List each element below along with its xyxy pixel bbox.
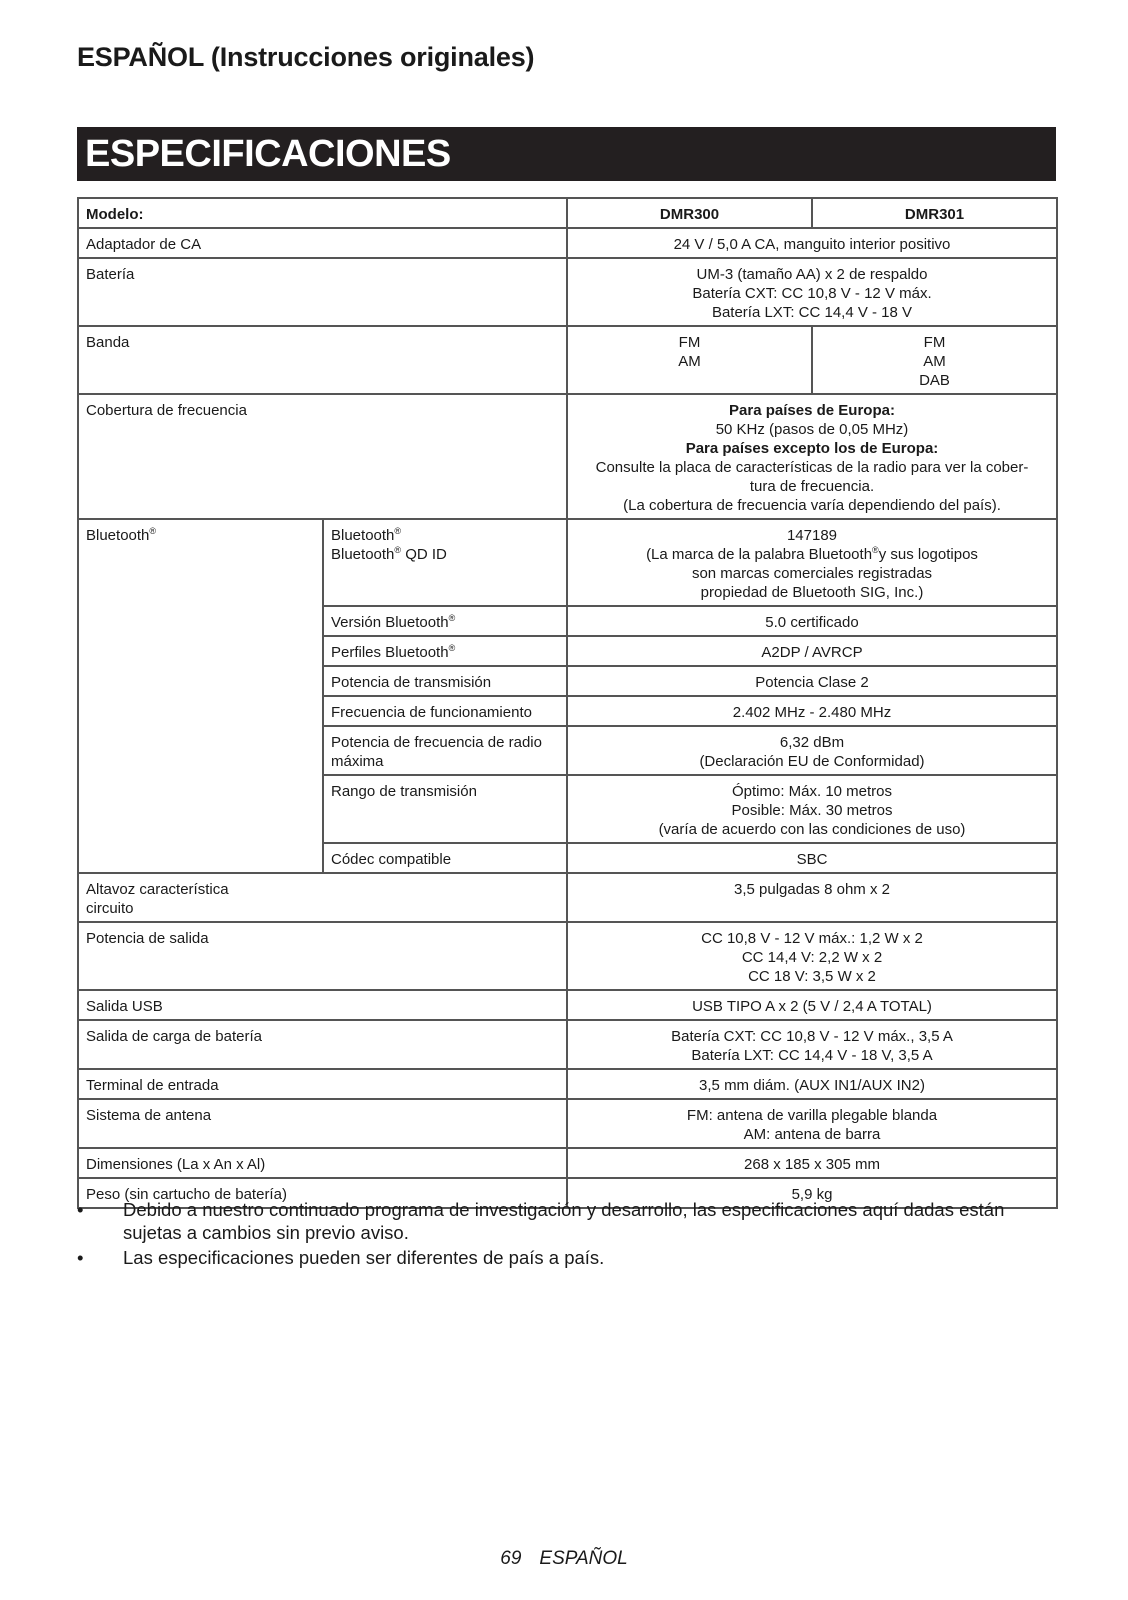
bluetooth-qd-note: son marcas comerciales registradas [691, 565, 933, 582]
battery-label: Batería [78, 258, 567, 326]
registered-mark: ® [448, 643, 456, 653]
output-label: Potencia de salida [78, 922, 567, 990]
table-row-bluetooth-qd [78, 519, 1057, 606]
bluetooth-range-value [567, 775, 1057, 843]
registered-mark: ® [872, 545, 879, 555]
section-title: ESPECIFICACIONES [85, 132, 451, 175]
registered-mark: ® [394, 545, 402, 555]
bluetooth-operating-frequency-label: Frecuencia de funcionamiento [323, 696, 567, 726]
frequency-europe-value: 50 KHz (pasos de 0,05 MHz) [715, 421, 909, 438]
band-dmr300 [567, 326, 812, 394]
input-value: 3,5 mm diám. (AUX IN1/AUX IN2) [567, 1069, 1057, 1099]
band-item: FM [678, 334, 701, 351]
bluetooth-range-line: Óptimo: Máx. 10 metros [731, 783, 893, 800]
notes-list [77, 1198, 1057, 1271]
table-row-model [78, 198, 1057, 228]
antenna-line: FM: antena de varilla plegable blanda [686, 1107, 938, 1124]
note-text: Las especificaciones pueden ser diferentes de país a país. [123, 1247, 605, 1268]
bluetooth-max-rf-label: Potencia de frecuencia de radio máxima [323, 726, 567, 775]
battery-value [567, 258, 1057, 326]
bluetooth-codec-value: SBC [567, 843, 1057, 873]
output-line: CC 10,8 V - 12 V máx.: 1,2 W x 2 [701, 930, 923, 947]
table-row-speaker [78, 873, 1057, 922]
frequency-europe-heading: Para países de Europa: [729, 402, 895, 419]
footer-language: ESPAÑOL [539, 1548, 628, 1569]
dimensions-value: 268 x 185 x 305 mm [567, 1148, 1057, 1178]
table-row-battery [78, 258, 1057, 326]
speaker-value: 3,5 pulgadas 8 ohm x 2 [567, 873, 1057, 922]
bluetooth-profiles-value: A2DP / AVRCP [567, 636, 1057, 666]
section-title-bar [77, 127, 1056, 181]
usb-label: Salida USB [78, 990, 567, 1020]
note-item [77, 1198, 1057, 1244]
bluetooth-version-value: 5.0 certificado [567, 606, 1057, 636]
page-footer [0, 1548, 1128, 1570]
table-row-dimensions [78, 1148, 1057, 1178]
usb-value: USB TIPO A x 2 (5 V / 2,4 A TOTAL) [567, 990, 1057, 1020]
charge-line: Batería CXT: CC 10,8 V - 12 V máx., 3,5 A [671, 1028, 953, 1045]
bluetooth-label: Bluetooth® [78, 519, 323, 873]
registered-mark: ® [149, 526, 157, 536]
note-item [77, 1246, 1057, 1269]
bluetooth-max-rf-value [567, 726, 1057, 775]
frequency-other-line: (La cobertura de frecuencia varía dependiendo del país). [623, 497, 1001, 514]
model-dmr300: DMR300 [567, 198, 812, 228]
charge-label: Salida de carga de batería [78, 1020, 567, 1069]
bluetooth-range-line: Posible: Máx. 30 metros [731, 802, 893, 819]
bluetooth-max-rf-line: 6,32 dBm [779, 734, 845, 751]
table-row-input [78, 1069, 1057, 1099]
table-row-output [78, 922, 1057, 990]
bluetooth-power-label: Potencia de transmisión [323, 666, 567, 696]
note-text: Debido a nuestro continuado programa de investigación y desarrollo, las especificaciones aquí dadas están sujetas a cambios sin previo aviso. [123, 1199, 1005, 1243]
adapter-value: 24 V / 5,0 A CA, manguito interior positivo [567, 228, 1057, 258]
output-value [567, 922, 1057, 990]
language-heading: ESPAÑOL (Instrucciones originales) [77, 42, 535, 72]
bluetooth-qd-note: propiedad de Bluetooth SIG, Inc.) [700, 584, 924, 601]
dimensions-label: Dimensiones (La x An x Al) [78, 1148, 567, 1178]
battery-line: Batería CXT: CC 10,8 V - 12 V máx. [692, 285, 932, 302]
band-label: Banda [78, 326, 567, 394]
antenna-label: Sistema de antena [78, 1099, 567, 1148]
frequency-label: Cobertura de frecuencia [78, 394, 567, 519]
registered-mark: ® [394, 526, 402, 536]
band-item: AM [923, 353, 946, 370]
model-label: Modelo: [78, 198, 567, 228]
bluetooth-range-line: (varía de acuerdo con las condiciones de uso) [658, 821, 966, 838]
bluetooth-qd-value: 147189 (La marca de la palabra Bluetooth®y sus logotipos son marcas comerciales registradas propiedad de Bluetooth SIG, Inc.) [567, 519, 1057, 606]
input-label: Terminal de entrada [78, 1069, 567, 1099]
bluetooth-profiles-label: Perfiles Bluetooth® [323, 636, 567, 666]
bluetooth-qd-label: Bluetooth® Bluetooth® QD ID [323, 519, 567, 606]
bluetooth-range-label: Rango de transmisión [323, 775, 567, 843]
table-row-band [78, 326, 1057, 394]
frequency-value [567, 394, 1057, 519]
bullet: • [77, 1199, 84, 1220]
weight-value: 5,9 kg [567, 1178, 1057, 1208]
speaker-label: Altavoz característica circuito [78, 873, 567, 922]
adapter-label: Adaptador de CA [78, 228, 567, 258]
band-item: DAB [919, 372, 950, 389]
bullet: • [77, 1247, 84, 1268]
table-row-adapter [78, 228, 1057, 258]
battery-line: Batería LXT: CC 14,4 V - 18 V [711, 304, 913, 321]
model-dmr301: DMR301 [812, 198, 1057, 228]
bluetooth-power-value: Potencia Clase 2 [567, 666, 1057, 696]
table-row-usb [78, 990, 1057, 1020]
page-number: 69 [500, 1548, 522, 1569]
frequency-other-line: tura de frecuencia. [749, 478, 875, 495]
battery-line: UM-3 (tamaño AA) x 2 de respaldo [696, 266, 928, 283]
antenna-line: AM: antena de barra [743, 1126, 881, 1143]
output-line: CC 14,4 V: 2,2 W x 2 [741, 949, 883, 966]
frequency-other-heading: Para países excepto los de Europa: [685, 440, 939, 457]
band-dmr301 [812, 326, 1057, 394]
bluetooth-max-rf-line: (Declaración EU de Conformidad) [699, 753, 925, 770]
output-line: CC 18 V: 3,5 W x 2 [748, 968, 876, 985]
antenna-value [567, 1099, 1057, 1148]
table-row-charge [78, 1020, 1057, 1069]
bluetooth-version-label: Versión Bluetooth® [323, 606, 567, 636]
bluetooth-operating-frequency-value: 2.402 MHz - 2.480 MHz [567, 696, 1057, 726]
bluetooth-codec-label: Códec compatible [323, 843, 567, 873]
frequency-other-line: Consulte la placa de características de la radio para ver la cober- [595, 459, 1029, 476]
charge-value [567, 1020, 1057, 1069]
charge-line: Batería LXT: CC 14,4 V - 18 V, 3,5 A [691, 1047, 933, 1064]
specifications-table [77, 197, 1058, 1209]
table-row-antenna [78, 1099, 1057, 1148]
band-item: FM [923, 334, 946, 351]
table-row-frequency [78, 394, 1057, 519]
weight-label: Peso (sin cartucho de batería) [78, 1178, 567, 1208]
bluetooth-qd-id: 147189 [786, 527, 838, 544]
band-item: AM [678, 353, 701, 370]
registered-mark: ® [448, 613, 456, 623]
